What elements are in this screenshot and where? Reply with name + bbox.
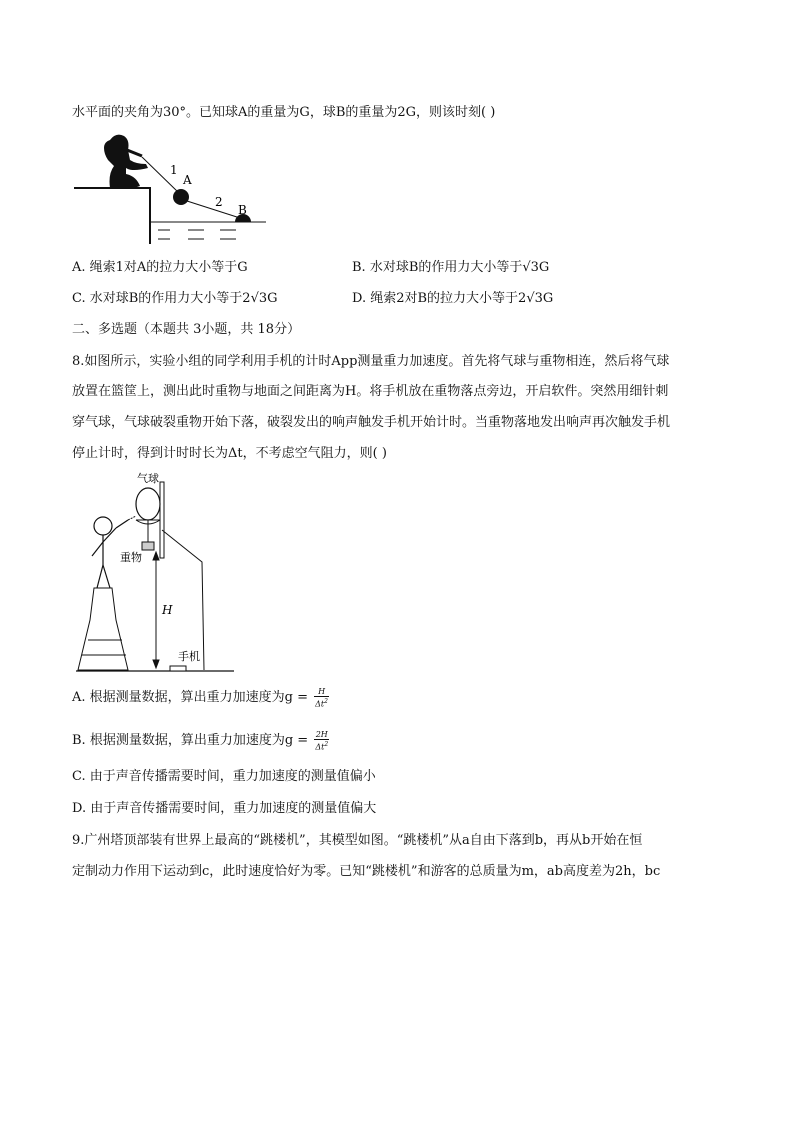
label-height: H: [162, 603, 173, 617]
q8-option-a-denominator: $\Delta t^2$: [315, 697, 328, 709]
person-on-bank-figure: [74, 135, 150, 244]
q8-option-d: D. 由于声音传播需要时间，重力加速度的测量值偏大: [72, 801, 377, 816]
q8-option-a-fraction: [314, 687, 329, 709]
label-balloon: 气球: [137, 472, 159, 485]
q8-stem-line-3: 穿气球，气球破裂重物开始下落，破裂发出的响声触发手机开始计时。当重物落地发出响声再次触发手机: [72, 415, 671, 430]
q7-option-d: D. 绳索2对B的拉力大小等于2√3G: [352, 291, 554, 306]
label-ball-a: A: [183, 173, 192, 187]
label-phone: 手机: [178, 650, 200, 663]
basketball-stand: [136, 482, 204, 670]
q8-option-a: [72, 686, 329, 710]
rope-2: [187, 201, 240, 218]
section-title-multi-choice: 二、多选题（本题共 3小题，共 18分）: [72, 322, 301, 337]
q8-option-b-prefix: B. 根据测量数据，算出重力加速度为g =: [72, 733, 309, 748]
label-ball-b: B: [238, 203, 247, 217]
needle: [128, 516, 136, 520]
balloon: [136, 488, 160, 520]
q8-stem-line-1: 8.如图所示，实验小组的同学利用手机的计时App测量重力加速度。首先将气球与重物相连，然后将气球: [72, 354, 670, 369]
q9-stem-line-2: 定制动力作用下运动到c，此时速度恰好为零。已知“跳楼机”和游客的总质量为m，ab高度差为2h，bc: [72, 864, 661, 879]
q8-option-b-numerator: 2H: [315, 729, 328, 739]
q8-stem-line-2: 放置在篮筐上，测出此时重物与地面之间距离为H。将手机放在重物落点旁边，开启软件。突然用细针刺: [72, 384, 669, 399]
label-weight: 重物: [120, 551, 142, 564]
q8-option-c: C. 由于声音传播需要时间，重力加速度的测量值偏小: [72, 769, 376, 784]
weight-block: [142, 542, 154, 550]
q7-option-a: A. 绳索1对A的拉力大小等于G: [72, 260, 248, 275]
q8-option-b-denominator: $\Delta t^2$: [315, 740, 329, 752]
label-rope-2: 2: [215, 195, 223, 209]
q7-figure: [70, 130, 270, 248]
q8-option-a-numerator: H: [314, 687, 329, 697]
ball-a: [173, 189, 189, 205]
label-rope-1: 1: [170, 163, 178, 177]
q7-option-c: C. 水对球B的作用力大小等于2√3G: [72, 291, 278, 306]
q8-option-b: [72, 729, 329, 753]
q9-stem-line-1: 9.广州塔顶部装有世界上最高的“跳楼机”，其模型如图。“跳楼机”从a自由下落到b，再从b开始在恒: [72, 833, 643, 848]
phone: [170, 666, 186, 671]
q7-option-b: B. 水对球B的作用力大小等于√3G: [352, 260, 550, 275]
q8-stem-line-4: 停止计时，得到计时时长为Δt，不考虑空气阻力，则( ): [72, 446, 387, 461]
water-waves: [158, 230, 236, 239]
q8-figure: [70, 470, 240, 680]
q8-option-b-fraction: [314, 730, 329, 752]
height-arrow: [153, 552, 159, 668]
q7-stem-tail: 水平面的夹角为30°。已知球A的重量为G，球B的重量为2G，则该时刻( ): [72, 105, 496, 120]
pedestal: [78, 588, 128, 670]
q8-option-a-prefix: A. 根据测量数据，算出重力加速度为g =: [72, 690, 308, 705]
